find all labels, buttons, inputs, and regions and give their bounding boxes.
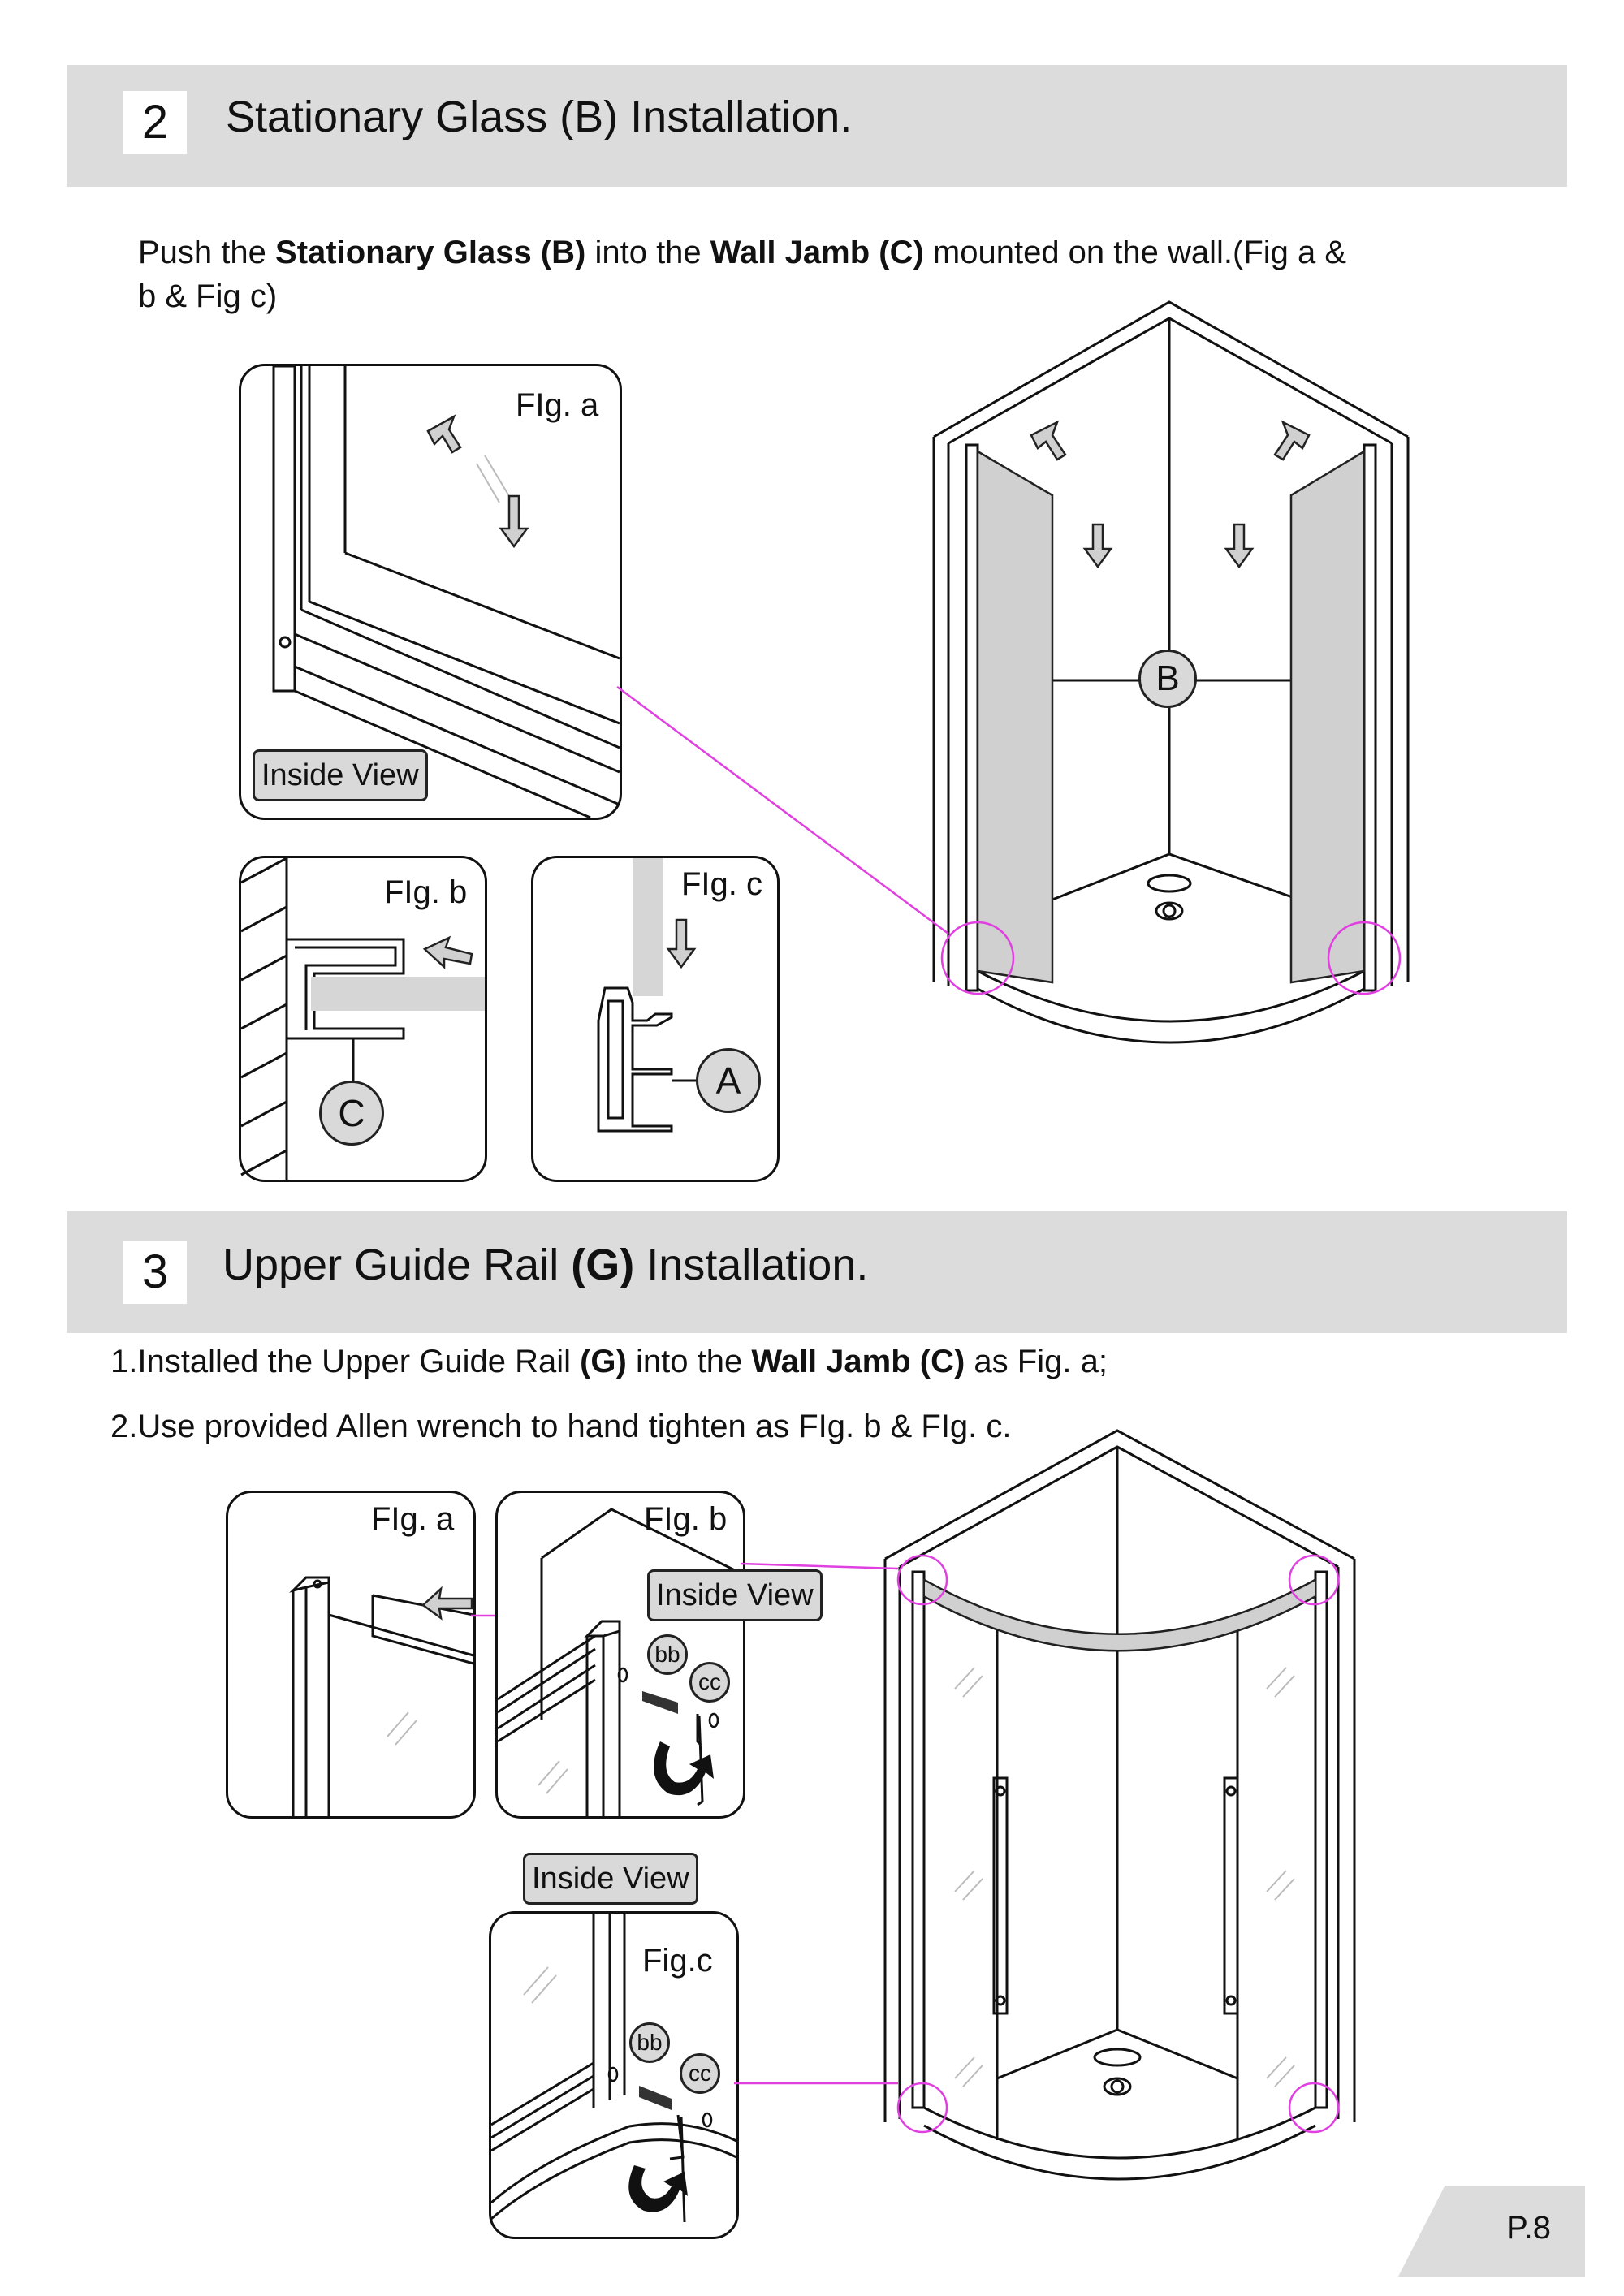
step3-leader-fig-b	[741, 1564, 898, 1569]
step3-fig-c-inside-view-badge: Inside View	[523, 1853, 698, 1905]
step2-fig-c-callout-a: A	[696, 1048, 761, 1113]
step2-fig-a-label: FIg. a	[516, 387, 599, 423]
step2-fig-a-inside-view-badge: Inside View	[253, 749, 428, 801]
step3-fig-b-callout-bb: bb	[647, 1634, 688, 1675]
step2-fig-b-label: FIg. b	[384, 874, 468, 910]
step2-main-callout-b: B	[1138, 650, 1197, 708]
step3-instruction-2: 2.Use provided Allen wrench to hand tighten as FIg. b & FIg. c.	[110, 1409, 1012, 1444]
step3-fig-c-label: Fig.c	[642, 1943, 713, 1979]
step2-title: Stationary Glass (B) Installation.	[226, 93, 853, 141]
step3-instruction-1: 1.Installed the Upper Guide Rail (G) into the Wall Jamb (C) as Fig. a;	[110, 1344, 1108, 1379]
step3-main-detail-circle-top-left	[898, 1556, 947, 1604]
step3-fig-b-label: FIg. b	[644, 1501, 728, 1537]
step3-title: Upper Guide Rail (G) Installation.	[222, 1241, 869, 1289]
step2-instruction: Push the Stationary Glass (B) into the Wall Jamb (C) mounted on the wall.(Fig a & b & Fig c)	[138, 235, 1347, 314]
step3-fig-b-callout-cc: cc	[689, 1662, 730, 1703]
step3-fig-a-label: FIg. a	[371, 1501, 455, 1537]
step2-fig-c-label: FIg. c	[681, 866, 763, 902]
step3-fig-b-inside-view-badge: Inside View	[647, 1569, 823, 1621]
step2-number: 2	[123, 91, 187, 154]
step3-number: 3	[123, 1241, 187, 1304]
step3-fig-c-callout-bb: bb	[629, 2022, 670, 2063]
step2-fig-b-callout-c: C	[319, 1081, 384, 1146]
step3-main-guide-rail	[924, 1580, 1315, 1651]
step3-fig-c-callout-cc: cc	[680, 2053, 720, 2094]
page-number: P.8	[1506, 2210, 1551, 2246]
